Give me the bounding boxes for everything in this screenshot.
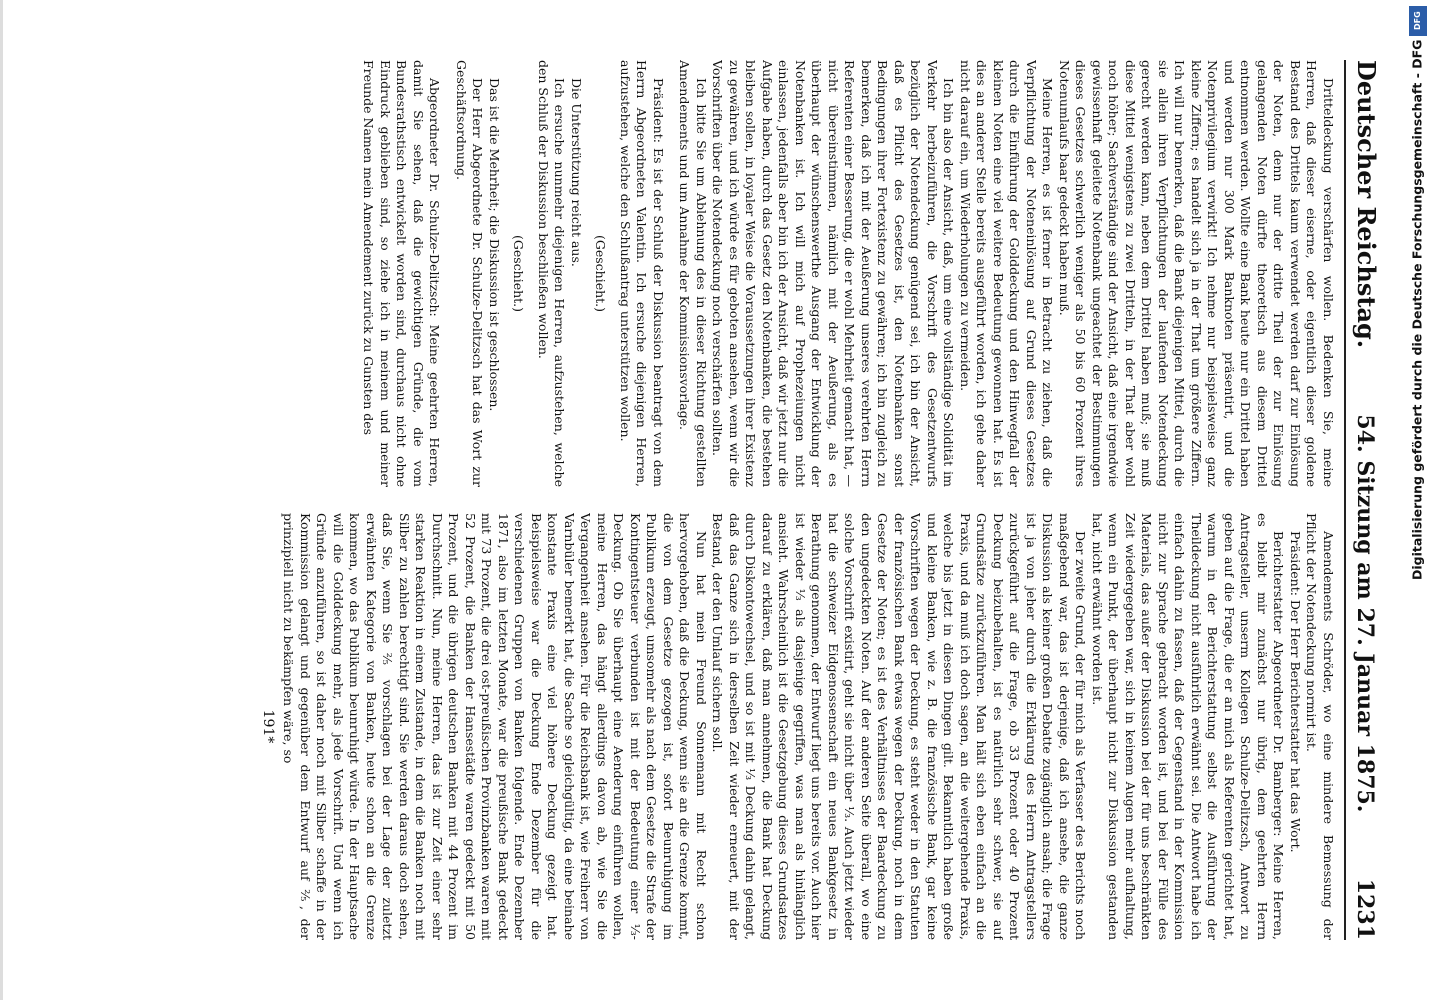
- sheet-number: 191*: [260, 709, 276, 744]
- paragraph: Berichterstatter Abgeordneter Dr. Bamberger: Meine Herren, es bleibt mir zunächst nur übrig, dem geehrten Herrn Antragsteller, unserm Kollegen Schulze-Delitzsch, Antwort zu geben auf die Frage, die er an mich als Referenten gerichtet hat, warum in der Berichterstattung selbst die Ausführung der Theildeckung nicht ausführlich erwähnt sei. Die Antwort habe ich einfach dahin zu fassen, daß der Gegenstand in der Kommission nicht zur Sprache gebracht worden ist, und bei der Fülle des Materials, das außer der Diskussion bei der für uns beschränkten Zeit wiedergegeben war, sich in keinem Augen mehr aufhaltung, wenn ein Punkt, der überhaupt nicht zur Diskussion gestanden hat, nicht erwähnt worden ist.: [1090, 513, 1287, 940]
- header-session-date: 54. Sitzung am 27. Januar 1875.: [1352, 414, 1378, 813]
- paragraph: Amendements Schröder, wo eine mindere Bemessung der Pflicht der Notendeckung normirt ist.: [1304, 513, 1336, 940]
- paragraph: Nun hat mein Freund Sonnemann mit Recht schon hervorgehoben, daß die Deckung, wenn sie an die Grenze kommt, die von dem Gesetze gezogen ist, sofort Beunruhigung im Publikum erzeugt, umsomehr als nach dem Gesetze die Strafe der Kontingentsteuer verbunden ist mit der Bedeutung einer ⅓-Deckung. Ob Sie überhaupt eine Aenderung einführen wollen, meine Herren, das hängt allerdings davon ab, wie Sie die Vergangenheit ansehen. Für die Reichsbank ist, wie Freiherr von Varnbüler bemerkt hat, die Sache so gleichgültig, da eine beinahe konstante Praxis eine viel höhere Deckung gezeigt hat. Beispielsweise war die Deckung Ende Dezember für die verschiedenen Gruppen von Banken folgende. Ende Dezember 1871, also im letzten Monate, war die preußische Bank gedeckt mit 73 Prozent, die drei ost-preußischen Provinzbanken waren mit 52 Prozent, die Banken der Hansestädte waren gedeckt mit 50 Prozent, und die übrigen deutschen Banken mit 44 Prozent im Durchschnitt. Nun, meine Herren, das ist zur Zeit einer sehr starken Reaktion in einem Zustande, in dem die Banken noch mit Silber zu zahlen berechtigt sind. Sie werden daraus doch sehen, daß Sie, wenn Sie ⅖ vorschlagen bei der Lage der zuletzt erwähnten Kategorie von Banken, heute schon an die Grenze kommen, wo das Publikum beunruhigt würde. In der Hauptsache will die Golddeckung mehr, als jede Vorschrift. Und wenn ich Gründe anzuführen, so ist daher noch mit Silber schaffe in der Kommission gelangt und gegenüber dem Entwurf auf ⅖, der prinzipiell nicht zu bekämpfen wäre, so: [281, 513, 709, 940]
- stage-direction: (Geschieht.): [593, 234, 609, 313]
- scan-edge: [0, 0, 3, 1000]
- paragraph: Die Unterstützung reicht aus.: [569, 78, 584, 267]
- stage-direction: (Geschieht.): [511, 234, 527, 313]
- text-columns: [40, 60, 1336, 940]
- paragraph: Ich bitte Sie um Ablehnung des in dieser Richtung gestellten Amendements und um Annahme der Kommissionsvorlage.: [677, 60, 709, 487]
- paragraph: Präsident: Der Herr Berichterstatter hat das Wort.: [1288, 531, 1303, 853]
- paragraph: Meine Herren, es ist ferner in Betracht zu ziehen, daß die Verpflichtung der Noteneinlösung auf Grund dieses Gesetzes durch die Einführung der Golddeckung und den Hinwegfall der kleinen Noten eine viel weitere Bedeutung gewonnen hat. Es ist dies an anderer Stelle bereits ausgeführt worden, ich gehe daher nicht darauf ein, um Wiederholungen zu vermeiden.: [958, 60, 1056, 487]
- paragraph: Ich bin also der Ansicht, daß, um eine vollständige Solidität im Verkehr herbeizuführen, die Vorschrift des Gesetzentwurfs bezüglich der Notendeckung genügend sei, ich bin der Ansicht, daß es Pflicht des Gesetzes ist, den Notenbanken sonst Bedingungen ihrer Fortexistenz zu gewähren; ich bin zugleich zu bemerken, daß ich mit der Aeußerung unseres verehrten Herrn Referenten einer Besserung, die er wohl Mehrheit gemacht hat, — nicht übereinstimmen, nämlich mit der Aeußerung, als es überhaupt der wünschenswerthe Ausgang der Entwicklung der Notenbanken ist. Ich will mich auf Prophezeiungen nicht einlassen, jedenfalls aber bin ich der Ansicht, daß wir jetzt nur die Aufgabe haben, durch das Gesetz den Notenbanken, die bestehen bleiben sollen, in loyaler Weise die Voraussetzungen ihrer Existenz zu gewähren, und ich würde es für geboten ansehen, wenn wir die Vorschriften über die Notendeckung noch verschärfen sollten.: [710, 60, 957, 487]
- paragraph: Das ist die Mehrheit; die Diskussion ist geschlossen.: [487, 78, 502, 412]
- speaker-paragraph: Präsident: Es ist der Schluß der Diskussion beantragt von dem Herrn Abgeordneten Valentin. Ich ersuche diejenigen Herren, aufzustehen, welche den Schlußantrag unterstützen wollen.: [618, 60, 666, 487]
- right-column: [40, 513, 1336, 940]
- header-journal-title: Deutscher Reichstag.: [1352, 60, 1381, 349]
- left-column: [40, 60, 1336, 487]
- dfg-watermark: Digitalisierung gefördert durch die Deutsche Forschungsgemeinschaft - DFG: [1409, 40, 1425, 581]
- paragraph: Ich ersuche nunmehr diejenigen Herren, aufzustehen, welche den Schluß der Diskussion beschließen wollen.: [536, 60, 568, 487]
- paragraph: Dritteldeckung verschärfen wollen. Bedenken Sie, meine Herren, daß dieser eiserne, oder eigentlich dieser goldene Bestand des Drittels kaum verwendet werden darf zur Einlösung der Noten, denn nur der dritte Theil der zur Einlösung gelangenden Noten dürfte theoretisch aus diesem Drittel entnommen werden. Wollte eine Bank heute nur ein Drittel haben und werden nur 300 Mark Banknoten präsentirt, und die Notenprivilegium verwirkt! Ich nehme nur beispielsweise ganz kleine Ziffern; es handelt sich ja in der That um größere Ziffern. Ich will nur bemerken, daß die Bank diejenigen Mittel, durch die sie allein ihren Verpflichtungen der laufenden Notendeckung gerecht werden kann, neben dem Drittel haben muß; sie muß diese Mittel wenigstens zu zwei Dritteln, in der That aber wohl noch höher; Sachverständige sind der Ansicht, daß eine irgendwie gewissenhaft geleitete Notenbank ungeachtet der Bestimmungen dieses Gesetzes schwerlich weniger als 50 bis 60 Prozent ihres Notenumlaufs baar gedeckt haben muß.: [1057, 60, 1336, 487]
- running-header: [1344, 60, 1392, 940]
- dfg-logo-icon: DFG: [1409, 6, 1427, 36]
- header-page-number: 1231: [1352, 878, 1378, 940]
- paragraph: Der zweite Grund, der für mich als Verfasser des Berichts noch maßgebend war, das ist derjenige, daß ich ansehe, die ganze Diskussion als keiner großen Debatte zugänglich ansah; die Frage ist ja von jeher durch die Erklärung des Herrn Antragstellers zurückgeführt auf die Frage, ob 33 Prozent oder 40 Prozent Deckung beizubehalten, ist es natürlich sehr schwer, sie auf Grundsätze zurückzuführen. Man hält sich eben einfach an die Praxis, und da muß ich doch sagen, an die weitergehende Praxis, welche bis jetzt in diesen Dingen gilt. Bekanntlich haben große und kleine Banken, wie z. B. die französische Bank, gar keine Vorschriften wegen der Deckung, es steht weder in den Statuten der französischen Bank etwas wegen der Deckung, noch in dem Gesetze der Noten; es ist des Verhältnisses der Baardeckung zu den ungedeckten Noten. Auf der anderen Seite überall, wo eine solche Vorschrift existirt, geht sie nicht über ⅓. Auch jetzt wieder hat die schweizer Eidgenossenschaft ein neues Bankgesetz in Berathung genommen, der Entwurf liegt uns bereits vor. Auch hier ist wieder ⅓ als dasjenige gegriffen, was man als hinlänglich ansieht. Wahrscheinlich ist die Gesetzgebung dieses Grundsatzes darauf zu erklären, daß man annehmen, die Bank hat Deckung durch Diskontowechsel, und so ist mit ⅓ Deckung dahin gelangt, daß das Ganze sich in derselben Zeit wieder erneuert, mit der Bestand, der den Umlauf sichern soll.: [710, 513, 1089, 940]
- speaker-paragraph: Abgeordneter Dr. Schulze-Delitzsch: Meine geehrten Herren, damit Sie sehen, daß die gewichtigen Gründe, die vom Bundesrathstisch entwickelt worden sind, durchaus nicht ohne Eindruck geblieben sind, so ziehe ich in meinem und meiner Freunde Namen mein Amendement zurück zu Gunsten des: [361, 60, 443, 487]
- paragraph: Der Herr Abgeordnete Dr. Schulze-Delitzsch hat das Wort zur Geschäftsordnung.: [454, 60, 486, 487]
